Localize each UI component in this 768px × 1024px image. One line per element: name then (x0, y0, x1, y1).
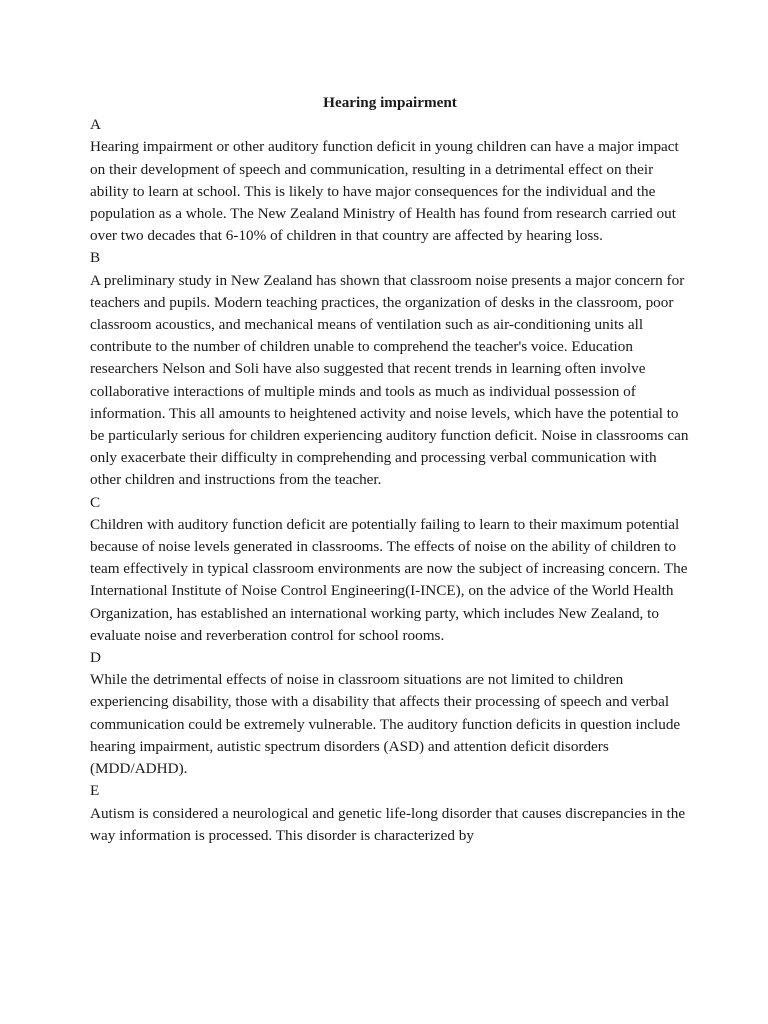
section-letter-a: A (90, 116, 101, 134)
document-title: Hearing impairment (323, 94, 457, 111)
section-paragraph-a: Hearing impairment or other auditory function deficit in young children can have a major impact on their development of speech and communication, resulting in a detrimental effect on their ability to learn at school. This is likely to have major consequences for the individual and the population as a whole. The New Zealand Ministry of Health has found from research carried out over two decades that 6-10% of children in that country are affected by hearing loss. (90, 138, 679, 245)
section-letter-c: C (90, 493, 101, 511)
section-paragraph-d: While the detrimental effects of noise in classroom situations are not limited to children experiencing disability, those with a disability that affects their processing of speech and verbal communication could be extremely vulnerable. The auditory function deficits in question include hearing impairment, autistic spectrum disorders (ASD) and attention deficit disorders (MDD/ADHD). (90, 671, 681, 778)
section-paragraph-c: Children with auditory function deficit are potentially failing to learn to their maximum potential because of noise levels generated in classrooms. The effects of noise on the ability of children to team effectively in typical classroom environments are now the subject of increasing concern. The International Institute of Noise Control Engineering(I-INCE), on the advice of the World Health Organization, has established an international working party, which includes New Zealand, to evaluate noise and reverberation control for school rooms. (90, 515, 688, 644)
section-paragraph-b: A preliminary study in New Zealand has shown that classroom noise presents a major concern for teachers and pupils. Modern teaching practices, the organization of desks in the classroom, poor classroom acoustics, and mechanical means of ventilation such as air-conditioning units all contribute to the number of children unable to comprehend the teacher's voice. Education researchers Nelson and Soli have also suggested that recent trends in learning often involve collaborative interactions of multiple minds and tools as much as individual possession of information. This all amounts to heightened activity and noise levels, which have the potential to be particularly serious for children experiencing auditory function deficit. Noise in classrooms can only exacerbate their difficulty in comprehending and processing verbal communication with other children and instructions from the teacher. (90, 271, 689, 489)
section-letter-d: D (90, 649, 101, 667)
section-letter-e: E (90, 782, 100, 800)
section-paragraph-e: Autism is considered a neurological and genetic life-long disorder that causes discrepancies in the way information is processed. This disorder is characterized by (90, 804, 686, 844)
document-body (90, 92, 690, 847)
section-letter-b: B (90, 249, 101, 267)
